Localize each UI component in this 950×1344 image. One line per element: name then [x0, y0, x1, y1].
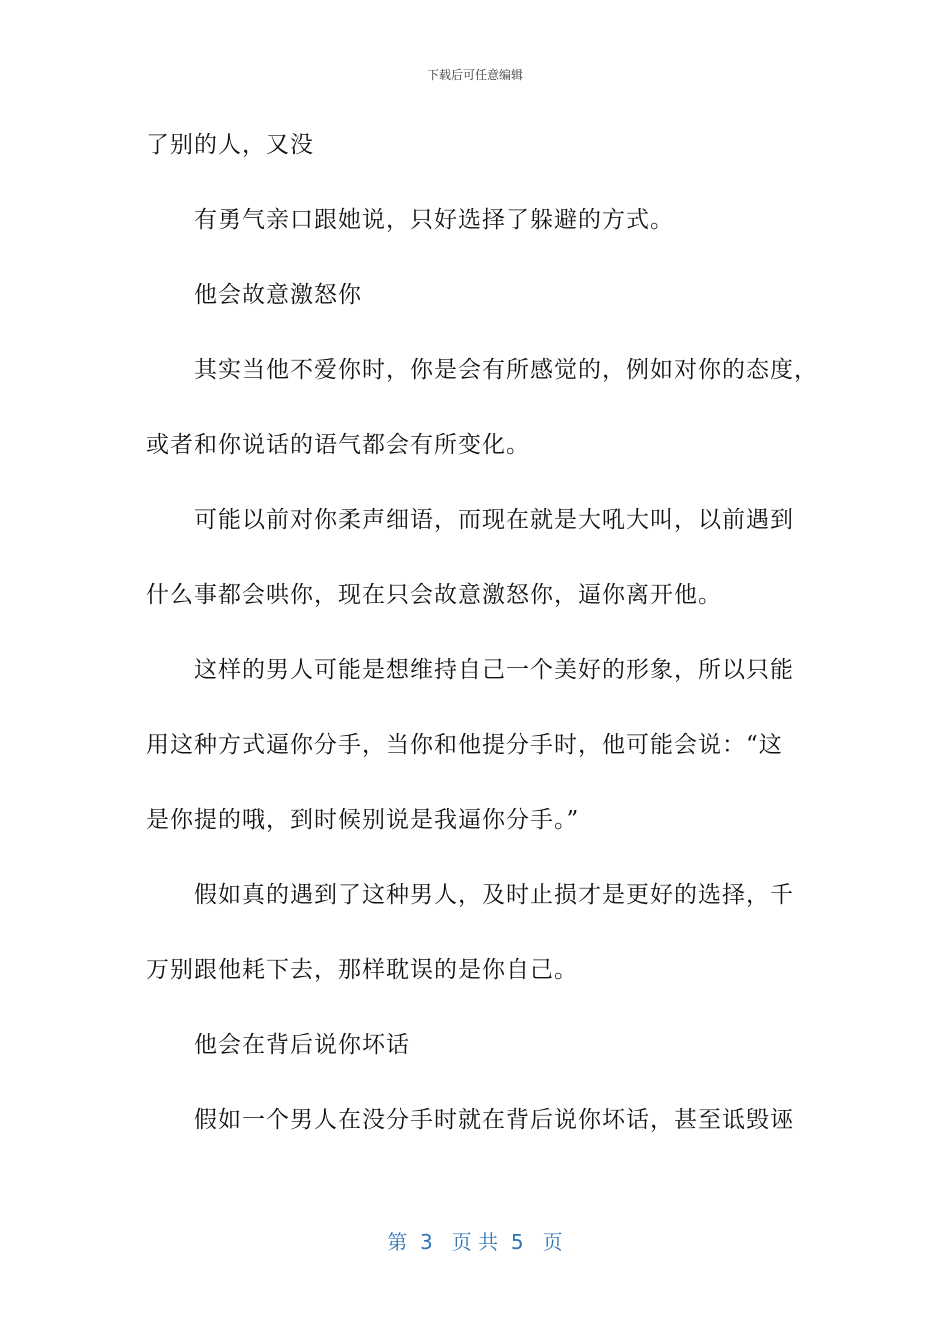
page-header: 下载后可任意编辑 — [426, 68, 523, 82]
body-line: 了别的人，又没 — [146, 132, 314, 158]
section-heading: 他会故意激怒你 — [194, 282, 362, 308]
body-line: 万别跟他耗下去，那样耽误的是你自己。 — [146, 957, 578, 983]
body-line: 用这种方式逼你分手，当你和他提分手时，他可能会说：“这 — [146, 732, 783, 758]
body-line: 假如一个男人在没分手时就在背后说你坏话，甚至诋毁诬 — [194, 1107, 794, 1133]
body-line: 这样的男人可能是想维持自己一个美好的形象，所以只能 — [194, 657, 794, 683]
body-line: 假如真的遇到了这种男人，及时止损才是更好的选择，千 — [194, 882, 794, 908]
body-line: 其实当他不爱你时，你是会有所感觉的，例如对你的态度， — [194, 357, 818, 383]
section-heading: 他会在背后说你坏话 — [194, 1032, 410, 1058]
body-line: 是你提的哦，到时候别说是我逼你分手。” — [146, 807, 580, 833]
body-line: 可能以前对你柔声细语，而现在就是大吼大叫，以前遇到 — [194, 507, 794, 533]
page-number-footer: 第 3 页 共 5 页 — [387, 1230, 563, 1254]
body-line: 有勇气亲口跟她说，只好选择了躲避的方式。 — [194, 207, 674, 233]
body-line: 或者和你说话的语气都会有所变化。 — [146, 432, 530, 458]
body-line: 什么事都会哄你，现在只会故意激怒你，逼你离开他。 — [146, 582, 722, 608]
